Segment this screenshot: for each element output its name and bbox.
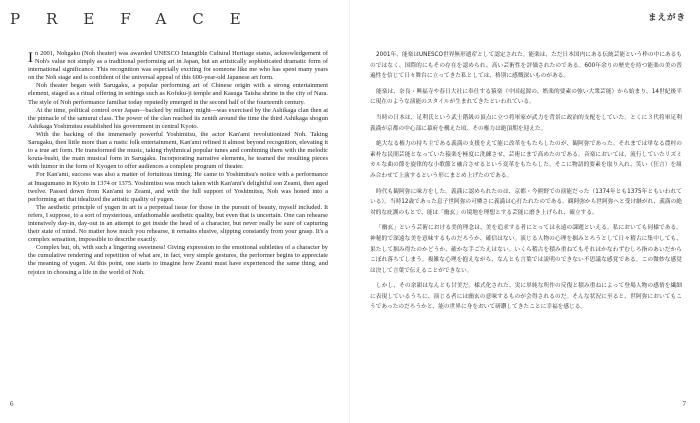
page-number-right: 7	[682, 400, 686, 408]
japanese-paragraph: 当時の日本は、足利氏という武士階級の頂点に立つ将軍家が武力を背景に政治的支配をしていた。とくに３代将軍足利義満が京都の中心部に幕府を構えた頃、その権力は絶頂期を迎えた。	[370, 114, 682, 132]
english-paragraph: Noh theater began with Sarugaku, a popular performing art of Chinese origin with a strong entertainment element, staged as a ritual offering in settings such as Kofuku-ji temple and Kasuga Taisha shrine in the city of Nara. The style of Noh performance familiar today reputedly emerged in the second half of the fourteenth century.	[28, 82, 328, 106]
drop-cap: I	[28, 50, 33, 66]
english-paragraph: For Kan'ami, success was also a matter of fortuitous timing. He came to Yoshimitsu's notice with a performance at Imagumano in Kyoto in 1374 or 1375. Yoshimitsu was much taken with Kan'ami's delightful son Zeami, then aged twelve. Passed down from Kan'ami to Zeami, and with the full support of Yoshimitsu, Noh was honed into a performing art that idealized the artistic quality of yugen.	[28, 171, 328, 203]
english-paragraph-text: n 2001, Nohgaku (Noh theater) was awarded UNESCO Intangible Cultural Heritage status, acknowledgement of Noh's value not simply as a traditional performing art in Japan, but an artistically sophisticated dramatic form of international significance. This recognition was especially exciting for someone like me who has spent many years on the Noh stage and is confident of the universal appeal of this 600-year-old Japanese art form.	[28, 50, 328, 82]
japanese-body	[370, 50, 682, 395]
preface-heading: PREFACE	[10, 10, 267, 28]
japanese-paragraph: 「幽玄」という芸術における美的理念は、美を追求する者にとっては永遠の課題といえる。私においても同様である。神秘的で深遠な美を意味するものだろうか、確信はない。演じる人物の心理を掴みとろうとして日々稽古に集中しても、果たして掴み得たのかどうか、確かな手ごたえはない。いくら稽古を積み重ねてもそれはかなわずむしろ指のあいだからこぼれ落ちてしまう。複雑な心理を抱えながら、なんとも言葉では説明のできない不思議な感覚である。この微妙な感覚は決して言葉で伝えることができない。	[370, 225, 682, 274]
japanese-paragraph: 時代も観阿弥に味方をした。義満に認められたのは、京都・今熊野での演能だった（1374年とも1375年ともいわれている）。当時12歳であった息子世阿弥の可憐さに義満は心打たれたのである。観阿弥から世阿弥へと受け継がれ、義満の絶対的な庇護のもとで、能は「幽玄」の境地を理想とする芸能に磨き上げられ、確立する。	[370, 188, 682, 216]
english-paragraph	[28, 50, 328, 82]
japanese-heading: まえがき	[647, 13, 686, 23]
english-paragraph: The aesthetic principle of yugen in art is a perpetual issue for those in the pursuit of beauty, myself included. It refers, I suppose, to a sort of mysterious, unfathomable aesthetic quality, but even that is uncertain. One can rehearse intensively day-in, day-out in an attempt to get inside the head of a character, but never really be sure of capturing their state of mind. No matter how much you rehearse, it remains elusive, slipping constantly from your grasp. It's a complex sensation, impossible to describe exactly.	[28, 203, 328, 244]
japanese-paragraph: しかし、その余韻はなんとも甘美だ。様式化された、実に単純な所作の反復と積み重ねによって登場人物の感情を繊細に表現しているうちに、演じる者には幽玄の意味するものが会得されるのだ。そんな状況に至ると、世阿弥においてもこうであったのだろうかと、能の世界に身をおいて研鑽してきたことに幸福を感じる。	[370, 283, 682, 311]
page-number-left: 6	[10, 400, 14, 408]
english-body	[28, 50, 328, 395]
english-paragraph: At the time, political control over Japan—backed by military might—was exercised by the Ashikaga clan then at the pinnacle of the samurai class. The power of the clan reached its zenith around the time the third Ashikaga shogun Ashikaga Yoshimitsu established his government in central Kyoto.	[28, 106, 328, 130]
japanese-paragraph: 能楽は、奈良・興福寺や春日大社に奉仕する猿楽（中国起源の、娯楽的要素の強い大衆芸能）から始まり、14世紀後半に現在のような演能のスタイルが生まれてきたといわれている。	[370, 88, 682, 106]
japanese-paragraph: 絶大なる権力の持ち主である義満の支援をえて能に改革をもたらしたのが、観阿弥であった。それまでは単なる農村の素朴な民間芸能となっていた猿楽を極度に洗練させ、芸術にまで高めたのである。音楽においては、流行していたリズミカルな曲の節を旋律的な小歌節と融合させるという変革をもたらした。そこに物語的要素を取り入れ、笑い（狂言）を組み合わせて上演するという形にまとめ上げたのである。	[370, 141, 682, 179]
japanese-paragraph: 2001年、能楽はUNESCO世界無形遺産として認定された。能楽は、ただ日本国内にある伝統芸能という枠の中にあるものではなく、国際的にもその存在を認められ、高い芸術性を評価されたのである。600年余りの歴史を持つ能楽の美の普遍性を信じて日々舞台に立ってきた私としては、格別に感慨深いものがある。	[370, 52, 682, 80]
english-paragraph: Complex but, oh, with such a lingering sweetness! Giving expression to the emotional subtleties of a character by the cumulative rendering and repetition of what are, in fact, very simple gestures, the performer begins to appreciate the meaning of yugen. At this point, one starts to imagine how Zeami must have experienced the same thing, and rejoice in choosing a life in the world of Noh.	[28, 244, 328, 276]
english-paragraph: With the backing of the immensely powerful Yoshimitsu, the actor Kan'ami revolutionized Noh. Taking Sarugaku, then little more than a rustic folk entertainment, Kan'ami refined it almost beyond recognition, elevating it to a true art form. He transformed the music, taking rhythmical popular tunes and combining them with the melodic kouta-bushi, the main musical form in Sarugaku. Incorporating narrative elements, he teamed the resulting pieces with humor in the form of Kyogen to offer audiences a complete program of theater.	[28, 130, 328, 171]
right-page	[350, 0, 700, 423]
